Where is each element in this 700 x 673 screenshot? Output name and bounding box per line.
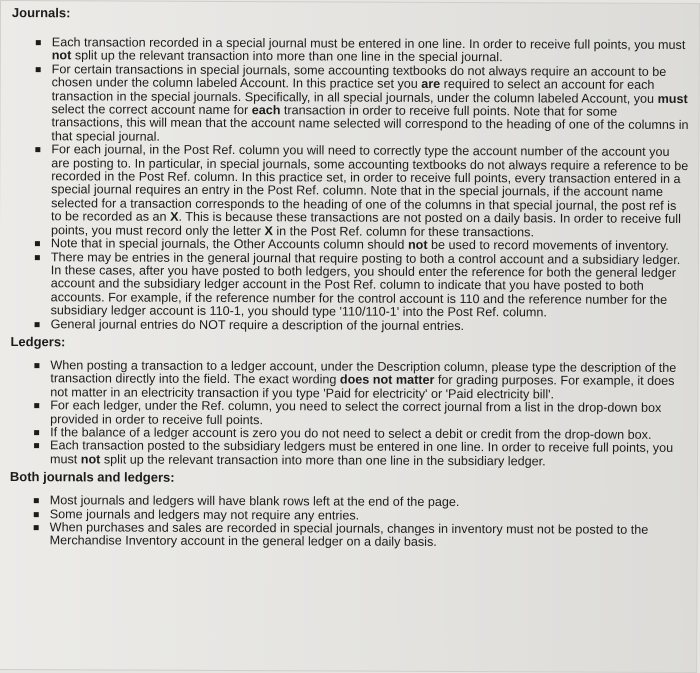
ledgers-list: [10, 359, 689, 469]
journals-heading: Journals:: [11, 5, 71, 21]
list-item: [50, 521, 689, 551]
item-text: split up the relevant transaction into more than one line in the special journal.: [71, 48, 503, 65]
item-text: If the balance of a ledger account is zero you do not need to select a debit or credit from the drop-down box.: [50, 425, 652, 442]
item-text: split up the relevant transaction into more than one line in the subsidiary ledger.: [100, 452, 546, 469]
bullet-icon: [35, 255, 40, 260]
item-text: in the Post Ref. column for these transactions.: [272, 223, 535, 240]
emphasis-text: not: [407, 237, 428, 252]
item-text: There may be entries in the general journal that require posting to both a control account and a subsidiary ledger. In these cases, after you have posted to both ledgers, you should enter the reference for both the general ledger account and the subsidiary ledger account in the Post Ref. column to indicate that you have posted to both accounts. For example, if the reference number for the control account is 110 and the reference number for the subsidiary ledger account is 110-1, you should type '110/110-1' into the Post Ref. column.: [50, 249, 681, 320]
list-item: [52, 36, 691, 66]
item-text: required to select an account for each transaction in the special journals. Specifically, in all special journals, under the column labeled Account, you: [51, 77, 658, 106]
item-text: When purchases and sales are recorded in special journals, changes in inventory must not be posted to the Merchandise Inventory account in the general ledger on a daily basis.: [49, 520, 649, 550]
emphasis-text: not: [80, 452, 101, 467]
item-text: for grading purposes. For example, it does not matter in an electricity transaction if you type 'Paid for electricity' or 'Paid electricity bill'.: [50, 373, 675, 402]
journals-list: [11, 36, 691, 334]
bullet-icon: [34, 403, 39, 408]
emphasis-text: each: [251, 103, 281, 118]
item-text: General journal entries do NOT require a description of the journal entries.: [50, 316, 465, 333]
bullet-icon: [35, 322, 40, 327]
item-text: select the correct account name for: [51, 102, 252, 118]
item-text: Each transaction recorded in a special journal must be entered in one line. In order to receive full points, you must: [51, 35, 686, 52]
bullet-icon: [34, 525, 39, 530]
item-text: When posting a transaction to a ledger account, under the Description column, please type the description of the transaction directly into the field. The exact wording: [50, 358, 677, 387]
emphasis-text: X: [170, 210, 179, 225]
list-item: [50, 399, 689, 429]
item-text: For each journal, in the Post Ref. column you will need to correctly type the account number of the account you are posting to. In particular, in special journals, some accounting textbooks do not always require a reference to be recorded in the Post Ref. column. In this practice set, in order to receive full points, every transaction entered in a special journal requires an entry in the Post Ref. column. Note that in the special journals, if the account name selected for a transaction corresponds to the heading of one of the columns in that special journal, the post ref is to be recorded as an: [51, 142, 689, 225]
item-text: be used to record movements of inventory.: [427, 237, 669, 254]
bullet-icon: [36, 67, 41, 72]
bullet-icon: [35, 241, 40, 246]
item-text: For each ledger, under the Ref. column, you need to select the correct journal from a list in the drop-down box provided in order to receive full points.: [50, 398, 662, 427]
emphasis-text: does not matter: [339, 372, 435, 388]
item-text: . This is because these transactions are not posted on a daily basis. In order to receive full points, you must record only the letter: [50, 210, 681, 238]
list-item: [50, 440, 689, 470]
both-heading: Both journals and ledgers:: [9, 469, 175, 485]
emphasis-text: X: [264, 223, 273, 238]
item-text: Most journals and ledgers will have blank rows left at the end of the page.: [49, 493, 460, 510]
emphasis-text: are: [421, 77, 441, 92]
bullet-icon: [34, 498, 39, 503]
list-item: [51, 143, 690, 240]
item-text: transaction in order to receive full points. Note that for some transactions, this will mean that the account name selected will correspond to the heading of one of the columns in that special journal.: [51, 103, 689, 144]
bullet-icon: [34, 444, 39, 449]
bullet-icon: [34, 363, 39, 368]
bullet-icon: [34, 430, 39, 435]
emphasis-text: must: [657, 91, 688, 106]
item-text: Some journals and ledgers may not require any entries.: [49, 506, 360, 523]
bullet-icon: [34, 512, 39, 517]
item-text: Each transaction posted to the subsidiary ledgers must be entered in one line. In order to receive full points, you must: [49, 438, 674, 467]
bullet-icon: [36, 40, 41, 45]
list-item: [51, 251, 690, 321]
both-list: [10, 494, 689, 551]
list-item: [51, 318, 690, 334]
list-item: [50, 359, 689, 402]
ledgers-heading: Ledgers:: [10, 333, 66, 350]
bullet-icon: [35, 147, 40, 152]
item-text: Note that in special journals, the Other Accounts column should: [50, 236, 408, 252]
item-text: For certain transactions in special journals, some accounting textbooks do not always require an account to be chosen under the column labeled Account. In this practice set you: [51, 62, 667, 92]
emphasis-text: not: [51, 48, 72, 63]
list-item: [51, 63, 690, 146]
